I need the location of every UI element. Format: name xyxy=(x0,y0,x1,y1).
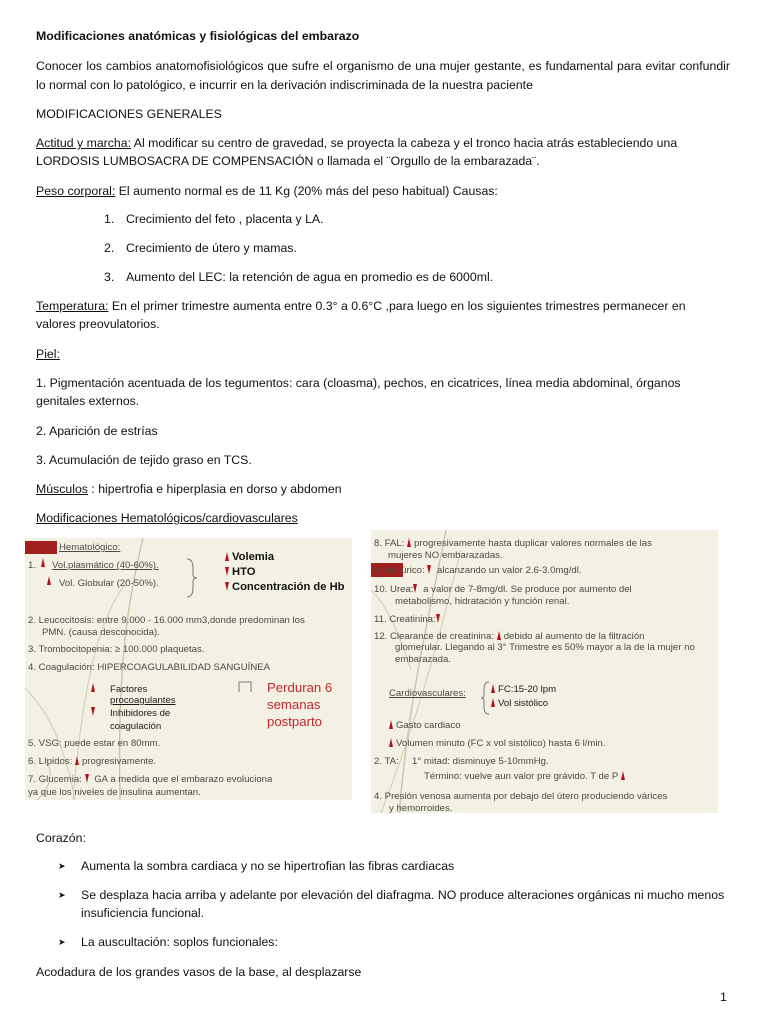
corazon-heading: Corazón: xyxy=(36,831,86,845)
perduran-line2: semanas xyxy=(267,697,321,712)
up-arrow-icon xyxy=(91,683,98,695)
hemato-heading xyxy=(36,509,730,528)
vol-globular: Vol. Globular (20-50%). xyxy=(59,578,159,589)
brace-icon xyxy=(185,558,199,598)
glucemia-label: 7. Glucemia: xyxy=(28,774,82,785)
peso-item-num-1: 1. xyxy=(104,212,115,226)
factores-a: Factores xyxy=(110,684,148,695)
creatinina-line xyxy=(374,614,443,626)
clearance-text-b: debido al aumento de la filtración xyxy=(503,631,645,642)
glucemia xyxy=(28,774,272,786)
perduran-line3: postparto xyxy=(267,714,322,729)
clearance-text-c: glomerular. Llegando al 3° Trimestre es 50% mayor a la de la mujer no xyxy=(395,642,695,653)
urico-label: 9. Ác. úrico: xyxy=(374,565,425,576)
hematologico-heading: Hematológico: xyxy=(59,542,121,553)
urea-line xyxy=(374,584,632,596)
vol-plasmatico: Vol.plasmático (40-60%). xyxy=(52,560,159,571)
fal-line xyxy=(374,538,652,550)
gasto-text: Gasto cardiaco xyxy=(396,720,461,731)
peso-item-3: Aumento del LEC: la retención de agua en promedio es de 6000ml. xyxy=(126,270,494,284)
down-arrow-icon xyxy=(91,707,98,719)
section-heading-general: MODIFICACIONES GENERALES xyxy=(36,107,222,121)
inhib-b: coagulación xyxy=(110,721,162,732)
fal-text-b: mujeres NO embarazadas. xyxy=(388,550,503,561)
presion-venosa: 4. Presión venosa aumenta por debajo del útero produciendo várices xyxy=(374,791,668,802)
acodadura-line: Acodadura de los grandes vasos de la base, al desplazarse xyxy=(36,965,362,979)
ta-termino-line xyxy=(424,771,628,783)
actitud-paragraph xyxy=(36,134,730,153)
actitud-label: Actitud y marcha: xyxy=(36,136,131,150)
perduran-line1: Perduran 6 xyxy=(267,680,333,695)
clearance-label: 12. Clearance xyxy=(374,631,434,642)
effect-hto xyxy=(225,567,255,579)
actitud-text-b: LORDOSIS LUMBOSACRA DE COMPENSACIÓN o llamada el ¨Orgullo de la embarazada¨. xyxy=(36,154,540,168)
bullet-arrow-icon: ➤ xyxy=(58,890,66,900)
urea-text-b: metabolismo, hidratación y función renal. xyxy=(395,596,570,607)
glucemia-text: GA a medida que el embarazo evoluciona xyxy=(94,774,273,785)
piel-item-1b: genitales externos. xyxy=(36,394,140,408)
peso-item-2: Crecimiento de útero y mamas. xyxy=(126,241,297,255)
leucocitosis-b: PMN. (causa desconocida). xyxy=(42,627,160,638)
fal-label: 8. FAL: xyxy=(374,538,405,549)
bullet-arrow-icon: ➤ xyxy=(58,861,66,871)
hema-line1-num: 1. xyxy=(28,560,37,571)
temperatura-text-a: En el primer trimestre aumenta entre 0.3° a 0.6°C ,para luego en los siguientes trimestres permanecer en xyxy=(108,299,686,313)
peso-text: El aumento normal es de 11 Kg (20% más del peso habitual) Causas: xyxy=(115,184,498,198)
effect-hb xyxy=(225,582,345,594)
urea-label: 10. Urea: xyxy=(374,584,414,595)
volumen-minuto-line xyxy=(389,738,606,750)
volumen-minuto-text: Volumen minuto (FC x vol sistólico) hasta 6 l/min. xyxy=(396,738,606,749)
ta-text-b: Término: vuelve aun valor pre grávido. T de P xyxy=(424,771,619,782)
effect-hto-text: HTO xyxy=(232,566,256,578)
lipidos-text: progresivamente. xyxy=(81,756,157,767)
creatinina-label: 11. Creatinina: xyxy=(374,614,436,625)
corazon-bullet-2: Se desplaza hacia arriba y adelante por elevación del diafragma. NO produce alteraciones orgánicas ni mucho menos xyxy=(81,888,725,902)
musculos-text: : hipertrofia e hiperplasia en dorso y abdomen xyxy=(87,482,342,496)
piel-item-2: 2. Aparición de estrías xyxy=(36,424,158,438)
fal-text: progresivamente hasta duplicar valores normales de las xyxy=(414,538,652,549)
musculos-paragraph xyxy=(36,480,730,499)
laboratorio-cardio-slide xyxy=(371,530,718,813)
vol-line xyxy=(491,698,548,710)
temperatura-paragraph xyxy=(36,297,730,316)
musculos-label: Músculos xyxy=(36,482,88,496)
bullet-arrow-icon: ➤ xyxy=(58,937,66,947)
lipidos xyxy=(28,756,156,768)
corazon-bullet-3: La auscultación: soplos funcionales: xyxy=(81,935,278,949)
urea-text: a valor de 7-8mg/dl. Se produce por aumento del xyxy=(423,584,632,595)
actitud-text-a: Al modificar su centro de gravedad, se proyecta la cabeza y el tronco hacia atrás estableciendo una xyxy=(131,136,678,150)
vsg: 5. VSG: puede estar en 80mm. xyxy=(28,738,161,749)
peso-label: Peso corporal: xyxy=(36,184,116,198)
ta-label: 2. TA: xyxy=(374,756,399,767)
peso-paragraph xyxy=(36,182,730,201)
urico-text: alcanzando un valor 2.6-3.0mg/dl. xyxy=(437,565,582,576)
effect-hb-text: Concentración de Hb xyxy=(232,581,345,593)
inhib-a: Inhibidores de xyxy=(110,708,171,719)
fc-line xyxy=(491,684,556,696)
trombocitopenia: 3. Trombocitopenia: ≥ 100.000 plaquetas. xyxy=(28,644,205,655)
up-arrow-icon xyxy=(47,576,54,588)
page-number: 1 xyxy=(720,990,727,1004)
clearance-text-d: embarazada. xyxy=(395,654,451,665)
piel-item-3: 3. Acumulación de tejido graso en TCS. xyxy=(36,453,252,467)
cardio-heading: Cardiovasculares: xyxy=(389,688,466,699)
temperatura-label: Temperatura: xyxy=(36,299,109,313)
coagulacion: 4. Coagulación: HIPERCOAGULABILIDAD SANGUÍNEA xyxy=(28,662,271,673)
hemato-heading-text: Modificaciones Hematológicos/cardiovasculares xyxy=(36,511,298,525)
temperatura-text-b: valores preovulatorios. xyxy=(36,317,160,331)
clearance-text-a: de creatinina: xyxy=(436,631,495,642)
clearance-line xyxy=(374,631,645,643)
piel-item-1a: 1. Pigmentación acentuada de los tegumentos: cara (cloasma), pechos, en cicatrices, línea media abdominal, órganos xyxy=(36,376,681,390)
leucocitosis: 2. Leucocitosis: entre 9.000 - 16.000 mm3,donde predominan los xyxy=(28,615,305,626)
peso-item-num-3: 3. xyxy=(104,270,115,284)
corazon-bullet-1: Aumenta la sombra cardiaca y no se hipertrofian las fibras cardiacas xyxy=(81,859,455,873)
piel-label: Piel: xyxy=(36,347,60,361)
intro-paragraph: Conocer los cambios anatomofisiológicos que sufre el organismo de una mujer gestante, es fundamental para evitar confundir lo normal con lo patológico, e incurrir en la derivación indiscriminada de la nuestra paciente xyxy=(36,59,730,92)
peso-item-num-2: 2. xyxy=(104,241,115,255)
doc-title: Modificaciones anatómicas y fisiológicas del embarazo xyxy=(36,29,360,43)
gasto-line xyxy=(389,720,461,732)
heading-banner xyxy=(25,541,57,554)
bracket-icon xyxy=(237,680,253,694)
effect-volemia-text: Volemia xyxy=(232,551,275,563)
factores-b: procoagulantes xyxy=(110,695,176,706)
hematologico-slide xyxy=(25,538,352,800)
lipidos-label: 6. Lípidos: xyxy=(28,756,73,767)
effect-volemia xyxy=(225,552,274,564)
urico-line xyxy=(374,565,582,577)
piel-heading xyxy=(36,345,730,364)
ta-text-a: 1° mitad: disminuye 5-10mmHg. xyxy=(412,756,549,767)
brace-icon xyxy=(481,681,491,715)
up-arrow-icon xyxy=(41,558,48,570)
ta-line xyxy=(374,756,549,768)
presion-venosa-b: y hemorroides. xyxy=(389,803,453,813)
peso-item-1: Crecimiento del feto , placenta y LA. xyxy=(126,212,324,226)
corazon-bullet-2b: insuficiencia funcional. xyxy=(81,906,205,920)
vol-text: Vol sistólico xyxy=(498,698,549,709)
fc-text: FC:15-20 lpm xyxy=(498,684,557,695)
glucemia-text-b: ya que los niveles de insulina aumentan. xyxy=(28,787,201,798)
